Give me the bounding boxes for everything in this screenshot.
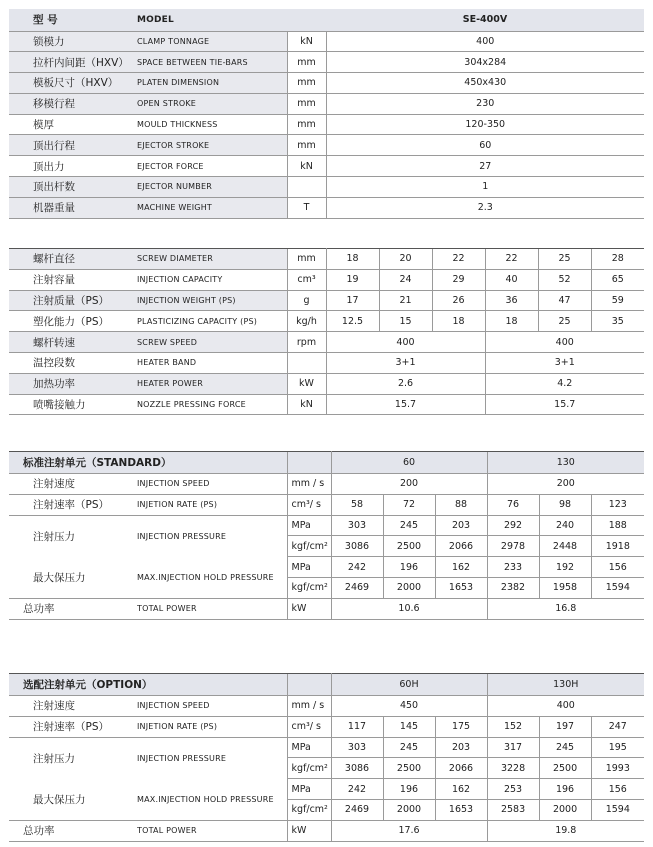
cell-value: 18 (485, 311, 538, 332)
row-unit: MPa (287, 779, 331, 800)
row-label-zh: 注射容量 (9, 269, 137, 290)
row-unit: mm (287, 73, 326, 94)
cell-value: 145 (383, 716, 435, 737)
cell-value: 197 (539, 716, 591, 737)
cell-value: 18 (432, 311, 485, 332)
row-label-en: EJECTOR NUMBER (137, 177, 287, 198)
table-row (9, 598, 644, 619)
table-row (9, 269, 644, 290)
cell-value: 2448 (539, 536, 591, 557)
cell-value: 10.6 (331, 598, 487, 619)
table-row (9, 352, 644, 373)
cell-value: 3+1 (326, 352, 485, 373)
row-unit: cm³/ s (287, 716, 331, 737)
table-row (9, 114, 644, 135)
row-unit: MPa (287, 515, 331, 536)
cell-value: 245 (383, 515, 435, 536)
row-label-en: EJECTOR FORCE (137, 156, 287, 177)
table-row (9, 197, 644, 218)
cell-value: 15 (379, 311, 432, 332)
cell-value: 28 (591, 249, 644, 270)
cell-value: 2469 (331, 577, 383, 598)
cell-value: 2500 (539, 758, 591, 779)
row-label-en: OPEN STROKE (137, 93, 287, 114)
row-label-en: SPACE BETWEEN TIE-BARS (137, 52, 287, 73)
cell-value: 25 (538, 311, 591, 332)
cell-value: 3228 (487, 758, 539, 779)
cell-value: 1594 (591, 577, 644, 598)
row-label-zh: 锁模力 (9, 31, 137, 52)
cell-value: 98 (539, 494, 591, 515)
table-row (9, 779, 644, 800)
table-row (9, 177, 644, 198)
row-unit: kg/h (287, 311, 326, 332)
cell-value: 317 (487, 737, 539, 758)
table-row (9, 394, 644, 415)
row-value: 60 (326, 135, 644, 156)
row-unit: kN (287, 394, 326, 415)
group-label: 130H (487, 674, 644, 696)
cell-value: 15.7 (326, 394, 485, 415)
row-label-en: PLATEN DIMENSION (137, 73, 287, 94)
cell-value: 47 (538, 290, 591, 311)
row-unit: rpm (287, 332, 326, 353)
row-label-en: MOULD THICKNESS (137, 114, 287, 135)
row-label-zh: 总功率 (9, 820, 137, 841)
row-label-en: HEATER POWER (137, 373, 287, 394)
row-label-zh: 加热功率 (9, 373, 137, 394)
cell-value: 1993 (591, 758, 644, 779)
row-unit (287, 177, 326, 198)
cell-value: 2066 (435, 536, 487, 557)
cell-value: 400 (326, 332, 485, 353)
cell-value: 2500 (383, 536, 435, 557)
row-unit: mm (287, 52, 326, 73)
table-row (9, 373, 644, 394)
cell-value: 152 (487, 716, 539, 737)
cell-value: 247 (591, 716, 644, 737)
row-label-en: INJECTION WEIGHT (PS) (137, 290, 287, 311)
row-label-zh: 螺杆直径 (9, 249, 137, 270)
cell-value: 72 (383, 494, 435, 515)
row-value: 27 (326, 156, 644, 177)
row-unit: mm (287, 93, 326, 114)
cell-value: 188 (591, 515, 644, 536)
cell-value: 200 (331, 474, 487, 495)
table-row (9, 31, 644, 52)
row-unit: mm / s (287, 696, 331, 717)
section-header-row (9, 674, 644, 696)
section-title: 标准注射单元（STANDARD） (9, 452, 287, 474)
cell-value: 24 (379, 269, 432, 290)
model-label-en: MODEL (137, 9, 287, 31)
cell-value: 1918 (591, 536, 644, 557)
row-unit: kW (287, 820, 331, 841)
cell-value: 1653 (435, 577, 487, 598)
cell-value: 400 (485, 332, 644, 353)
cell-value: 156 (591, 779, 644, 800)
row-label-en: HEATER BAND (137, 352, 287, 373)
cell-value: 292 (487, 515, 539, 536)
row-label-en: PLASTICIZING CAPACITY (PS) (137, 311, 287, 332)
group-label: 130 (487, 452, 644, 474)
cell-value: 245 (539, 737, 591, 758)
row-label-en: INJECTION CAPACITY (137, 269, 287, 290)
cell-value: 40 (485, 269, 538, 290)
injection-screw-table (9, 248, 644, 415)
row-value: 230 (326, 93, 644, 114)
row-label-zh: 机器重量 (9, 197, 137, 218)
row-unit: mm / s (287, 474, 331, 495)
group-label: 60 (331, 452, 487, 474)
model-value: SE-400V (326, 9, 644, 31)
row-label-en: EJECTOR STROKE (137, 135, 287, 156)
cell-value: 29 (432, 269, 485, 290)
row-label-en: MACHINE WEIGHT (137, 197, 287, 218)
cell-value: 17.6 (331, 820, 487, 841)
row-unit: MPa (287, 557, 331, 578)
row-unit: kW (287, 373, 326, 394)
cell-value: 52 (538, 269, 591, 290)
row-unit: cm³/ s (287, 494, 331, 515)
row-unit: MPa (287, 737, 331, 758)
cell-value: 3+1 (485, 352, 644, 373)
clamping-spec-table (9, 9, 644, 219)
row-unit: kgf/cm² (287, 577, 331, 598)
model-label-zh: 型 号 (9, 9, 137, 31)
cell-value: 59 (591, 290, 644, 311)
cell-value: 16.8 (487, 598, 644, 619)
cell-value: 2978 (487, 536, 539, 557)
cell-value: 2000 (383, 577, 435, 598)
cell-value: 88 (435, 494, 487, 515)
cell-value: 200 (487, 474, 644, 495)
cell-value: 175 (435, 716, 487, 737)
row-unit: kgf/cm² (287, 536, 331, 557)
cell-value: 35 (591, 311, 644, 332)
cell-value: 65 (591, 269, 644, 290)
row-label-en: TOTAL POWER (137, 598, 287, 619)
row-label-zh: 模板尺寸（HXV） (9, 73, 137, 94)
cell-value: 400 (487, 696, 644, 717)
row-label-zh: 注射压力 (33, 752, 75, 765)
table-row (9, 737, 644, 758)
table-row (9, 249, 644, 270)
cell-value: 117 (331, 716, 383, 737)
cell-value: 2.6 (326, 373, 485, 394)
row-unit: kN (287, 31, 326, 52)
cell-value: 18 (326, 249, 379, 270)
cell-value: 196 (539, 779, 591, 800)
cell-value: 195 (591, 737, 644, 758)
cell-value: 19.8 (487, 820, 644, 841)
row-label-en: MAX.INJECTION HOLD PRESSURE (137, 557, 287, 599)
cell-value: 76 (487, 494, 539, 515)
cell-value: 196 (383, 557, 435, 578)
cell-value: 240 (539, 515, 591, 536)
cell-value: 156 (591, 557, 644, 578)
standard-unit-table (9, 451, 644, 620)
cell-value: 2500 (383, 758, 435, 779)
row-unit: kW (287, 598, 331, 619)
table-row (9, 474, 644, 495)
cell-value: 15.7 (485, 394, 644, 415)
row-value: 2.3 (326, 197, 644, 218)
row-label-en: TOTAL POWER (137, 820, 287, 841)
row-unit (287, 352, 326, 373)
cell-value: 25 (538, 249, 591, 270)
row-label-zh: 注射质量（PS） (9, 290, 137, 311)
row-unit: kgf/cm² (287, 758, 331, 779)
row-label-zh: 模厚 (9, 114, 137, 135)
cell-value: 36 (485, 290, 538, 311)
cell-value: 2000 (383, 799, 435, 820)
cell-value: 19 (326, 269, 379, 290)
row-label-en: CLAMP TONNAGE (137, 31, 287, 52)
row-label-zh: 顶出行程 (9, 135, 137, 156)
cell-value: 26 (432, 290, 485, 311)
section-header-row (9, 452, 644, 474)
cell-value: 2469 (331, 799, 383, 820)
table-row (9, 290, 644, 311)
section-title: 选配注射单元（OPTION） (9, 674, 287, 696)
option-unit-table (9, 673, 644, 842)
cell-value: 242 (331, 557, 383, 578)
row-unit: mm (287, 114, 326, 135)
cell-value: 12.5 (326, 311, 379, 332)
cell-value: 162 (435, 557, 487, 578)
table-row (9, 52, 644, 73)
table-row (9, 696, 644, 717)
row-label-zh: 注射速率（PS） (9, 494, 137, 515)
row-label-zh: 注射速度 (9, 474, 137, 495)
row-label-zh: 注射速度 (9, 696, 137, 717)
table-row (9, 311, 644, 332)
row-label-zh: 最大保压力 (9, 557, 137, 599)
table-row (9, 135, 644, 156)
cell-value: 242 (331, 779, 383, 800)
cell-value: 21 (379, 290, 432, 311)
row-label-zh: 喷嘴接触力 (9, 394, 137, 415)
row-value: 1 (326, 177, 644, 198)
row-label-en: MAX.INJECTION HOLD PRESSURE (137, 779, 287, 821)
row-label-en: INJECTION PRESSURE (137, 753, 227, 763)
row-label-zh: 顶出力 (9, 156, 137, 177)
row-label-en: INJECTION SPEED (137, 696, 287, 717)
group-label: 60H (331, 674, 487, 696)
model-header-row (9, 9, 644, 31)
cell-value: 303 (331, 737, 383, 758)
cell-value: 450 (331, 696, 487, 717)
table-row (9, 156, 644, 177)
row-label-zh: 注射速率（PS） (9, 716, 137, 737)
row-label-en: SCREW DIAMETER (137, 249, 287, 270)
table-row (9, 73, 644, 94)
row-label-zh: 拉杆内间距（HXV） (9, 52, 137, 73)
row-label-en: INJECTION SPEED (137, 474, 287, 495)
row-value: 120-350 (326, 114, 644, 135)
cell-value: 17 (326, 290, 379, 311)
cell-value: 3086 (331, 758, 383, 779)
row-label-zh: 总功率 (9, 598, 137, 619)
cell-value: 123 (591, 494, 644, 515)
row-label-zh: 塑化能力（PS） (9, 311, 137, 332)
row-label-zh: 螺杆转速 (9, 332, 137, 353)
cell-value: 22 (432, 249, 485, 270)
cell-value: 2583 (487, 799, 539, 820)
cell-value: 1958 (539, 577, 591, 598)
row-unit: g (287, 290, 326, 311)
table-row (9, 93, 644, 114)
table-row (9, 820, 644, 841)
table-row (9, 716, 644, 737)
row-value: 450x430 (326, 73, 644, 94)
cell-value: 58 (331, 494, 383, 515)
cell-value: 245 (383, 737, 435, 758)
table-row (9, 515, 644, 536)
row-label-zh: 移模行程 (9, 93, 137, 114)
row-value: 400 (326, 31, 644, 52)
row-label-en: INJECTION PRESSURE (137, 531, 227, 541)
row-unit: kgf/cm² (287, 799, 331, 820)
cell-value: 2382 (487, 577, 539, 598)
row-unit: mm (287, 249, 326, 270)
row-unit: T (287, 197, 326, 218)
table-row (9, 557, 644, 578)
row-label-zh: 最大保压力 (9, 779, 137, 821)
row-label-zh: 注射压力 (33, 530, 75, 543)
table-row (9, 332, 644, 353)
row-unit: cm³ (287, 269, 326, 290)
row-unit: mm (287, 135, 326, 156)
cell-value: 196 (383, 779, 435, 800)
row-label-en: SCREW SPEED (137, 332, 287, 353)
cell-value: 3086 (331, 536, 383, 557)
row-label-en: INJETION RATE (PS) (137, 716, 287, 737)
cell-value: 20 (379, 249, 432, 270)
cell-value: 2066 (435, 758, 487, 779)
cell-value: 162 (435, 779, 487, 800)
row-value: 304x284 (326, 52, 644, 73)
row-label-en: INJETION RATE (PS) (137, 494, 287, 515)
cell-value: 203 (435, 737, 487, 758)
row-unit: kN (287, 156, 326, 177)
cell-value: 233 (487, 557, 539, 578)
row-label-zh: 温控段数 (9, 352, 137, 373)
cell-value: 253 (487, 779, 539, 800)
row-label-en: NOZZLE PRESSING FORCE (137, 394, 287, 415)
table-row (9, 494, 644, 515)
cell-value: 303 (331, 515, 383, 536)
cell-value: 1594 (591, 799, 644, 820)
cell-value: 22 (485, 249, 538, 270)
row-label-zh: 顶出杆数 (9, 177, 137, 198)
cell-value: 4.2 (485, 373, 644, 394)
cell-value: 2000 (539, 799, 591, 820)
cell-value: 192 (539, 557, 591, 578)
cell-value: 1653 (435, 799, 487, 820)
cell-value: 203 (435, 515, 487, 536)
